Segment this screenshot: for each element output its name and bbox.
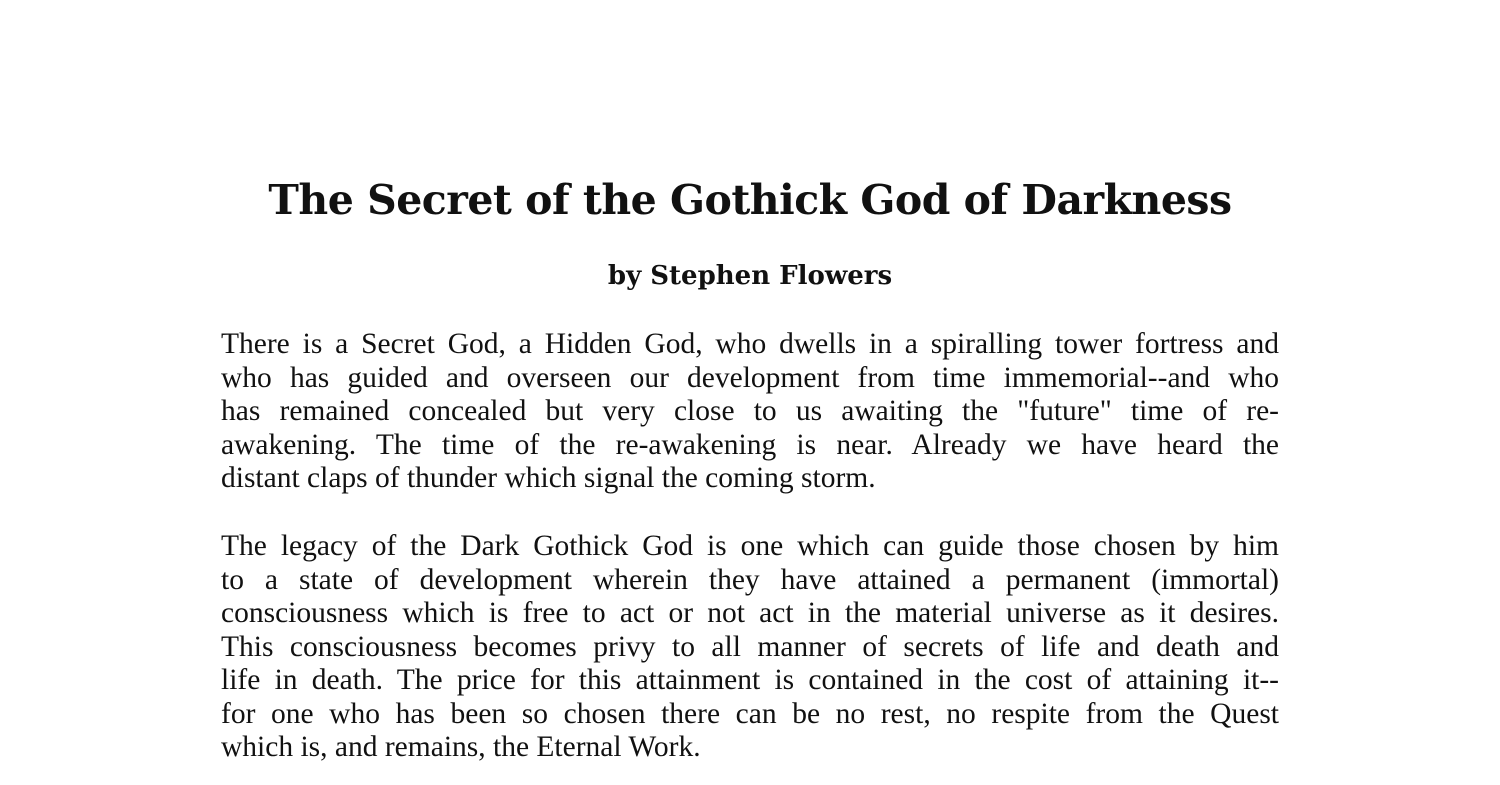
paragraph-line: to a state of development wherein they have attained a permanent (immortal) <box>221 563 1279 596</box>
paragraph-1 <box>221 328 1279 496</box>
paragraph-line: awakening. The time of the re-awakening is near. Already we have heard the <box>221 428 1279 461</box>
document-author: by Stephen Flowers <box>607 261 893 291</box>
paragraph-line: consciousness which is free to act or not act in the material universe as it desires. <box>221 597 1279 629</box>
paragraph-line: There is a Secret God, a Hidden God, who dwells in a spiralling tower fortress and <box>221 328 1279 360</box>
paragraph-line: The legacy of the Dark Gothick God is one which can guide those chosen by him <box>221 530 1279 562</box>
document-title: The Secret of the Gothick God of Darkness <box>268 176 1232 224</box>
paragraph-line: for one who has been so chosen there can be no rest, no respite from the Quest <box>221 697 1279 730</box>
paragraph-line: has remained concealed but very close to us awaiting the "future" time of re- <box>221 395 1279 427</box>
paragraph-2 <box>221 530 1279 765</box>
paragraph-line: which is, and remains, the Eternal Work. <box>221 731 701 763</box>
paragraph-line: life in death. The price for this attainment is contained in the cost of attaining it-- <box>221 664 1279 696</box>
document-page <box>221 0 1279 785</box>
paragraph-line: distant claps of thunder which signal the coming storm. <box>221 462 876 494</box>
paragraph-line: who has guided and overseen our development from time immemorial--and who <box>221 361 1279 394</box>
paragraph-line: This consciousness becomes privy to all manner of secrets of life and death and <box>221 630 1279 663</box>
